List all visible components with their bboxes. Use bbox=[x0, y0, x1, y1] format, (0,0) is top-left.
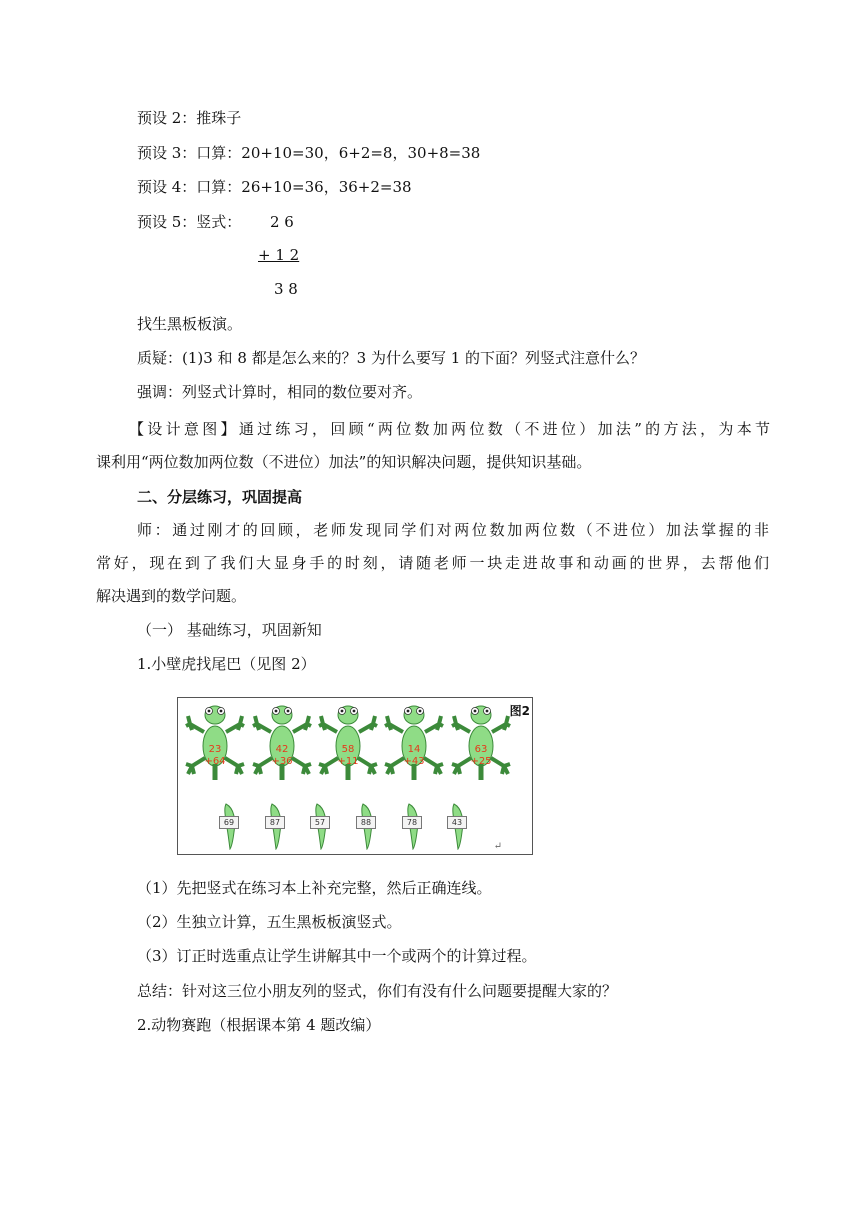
tail-4 bbox=[355, 802, 379, 850]
design-intent-line-1: 【设计意图】通过练习，回顾“两位数加两位数（不进位）加法”的方法，为本节 bbox=[129, 420, 770, 438]
tail-3 bbox=[309, 802, 333, 850]
step-2: （2）生独立计算，五生黑板板演竖式。 bbox=[137, 913, 402, 931]
lizard-addend-top: 42 bbox=[275, 744, 289, 755]
lizard-addend-bottom: +36 bbox=[271, 756, 293, 767]
lizard-4 bbox=[383, 702, 445, 790]
figure-label: 图2 bbox=[509, 704, 530, 718]
lizard-1 bbox=[184, 702, 246, 790]
emphasis-line: 强调：列竖式计算时，相同的数位要对齐。 bbox=[137, 383, 423, 401]
item-2-title: 2.动物赛跑（根据课本第 4 题改编） bbox=[137, 1016, 381, 1034]
step-1: （1）先把竖式在练习本上补充完整，然后正确连线。 bbox=[137, 879, 492, 897]
preset-4: 预设 4：口算：26+10=36，36+2=38 bbox=[137, 178, 412, 196]
preset-3: 预设 3：口算：20+10=30，6+2=8，30+8=38 bbox=[137, 144, 481, 162]
tail-value-label: 78 bbox=[402, 816, 422, 829]
question-line: 质疑：(1)3 和 8 都是怎么来的？3 为什么要写 1 的下面？列竖式注意什么？ bbox=[137, 349, 646, 367]
teacher-para-line-2: 常好，现在到了我们大显身手的时刻，请随老师一块走进故事和动画的世界，去帮他们 bbox=[96, 554, 769, 572]
lizard-addend-top: 14 bbox=[407, 744, 421, 755]
step-3: （3）订正时选重点让学生讲解其中一个或两个的计算过程。 bbox=[137, 947, 537, 965]
lizard-addend-bottom: +11 bbox=[337, 756, 359, 767]
summary-line: 总结：针对这三位小朋友列的竖式，你们有没有什么问题要提醒大家的？ bbox=[137, 982, 618, 1000]
tail-value-label: 87 bbox=[265, 816, 285, 829]
tail-1 bbox=[218, 802, 242, 850]
lizard-addend-top: 63 bbox=[474, 744, 488, 755]
lizard-addend-top: 58 bbox=[341, 744, 355, 755]
vertical-calc-top: 2 6 bbox=[270, 213, 294, 231]
teacher-para-line-1: 师：通过刚才的回顾，老师发现同学们对两位数加两位数（不进位）加法掌握的非 bbox=[137, 521, 769, 539]
tail-value-label: 88 bbox=[356, 816, 376, 829]
vertical-calc-middle: + 1 2 bbox=[258, 246, 300, 264]
tail-value-label: 69 bbox=[219, 816, 239, 829]
lizard-addend-top: 23 bbox=[208, 744, 222, 755]
tail-6 bbox=[446, 802, 470, 850]
lizard-addend-bottom: +43 bbox=[403, 756, 425, 767]
return-mark: ↵ bbox=[493, 841, 502, 852]
lizard-3 bbox=[317, 702, 379, 790]
subsection-heading: （一） 基础练习，巩固新知 bbox=[137, 621, 322, 639]
lizard-addend-bottom: +25 bbox=[470, 756, 492, 767]
teacher-para-line-3: 解决遇到的数学问题。 bbox=[96, 587, 247, 605]
item-1-title: 1.小壁虎找尾巴（见图 2） bbox=[137, 655, 316, 673]
lizard-addend-bottom: +64 bbox=[204, 756, 226, 767]
tail-value-label: 43 bbox=[447, 816, 467, 829]
preset-2: 预设 2：推珠子 bbox=[137, 109, 242, 127]
vertical-calc-result: 3 8 bbox=[274, 280, 298, 298]
tail-value-label: 57 bbox=[310, 816, 330, 829]
figure-2-lizards bbox=[177, 697, 533, 855]
board-demo-line: 找生黑板板演。 bbox=[137, 315, 243, 333]
section-heading: 二、分层练习，巩固提高 bbox=[137, 488, 303, 506]
lizard-5 bbox=[450, 702, 512, 790]
lizard-2 bbox=[251, 702, 313, 790]
tail-5 bbox=[401, 802, 425, 850]
design-intent-line-2: 课利用“两位数加两位数（不进位）加法”的知识解决问题，提供知识基础。 bbox=[96, 453, 592, 471]
tail-2 bbox=[264, 802, 288, 850]
preset-5-label: 预设 5：竖式： bbox=[137, 213, 242, 231]
